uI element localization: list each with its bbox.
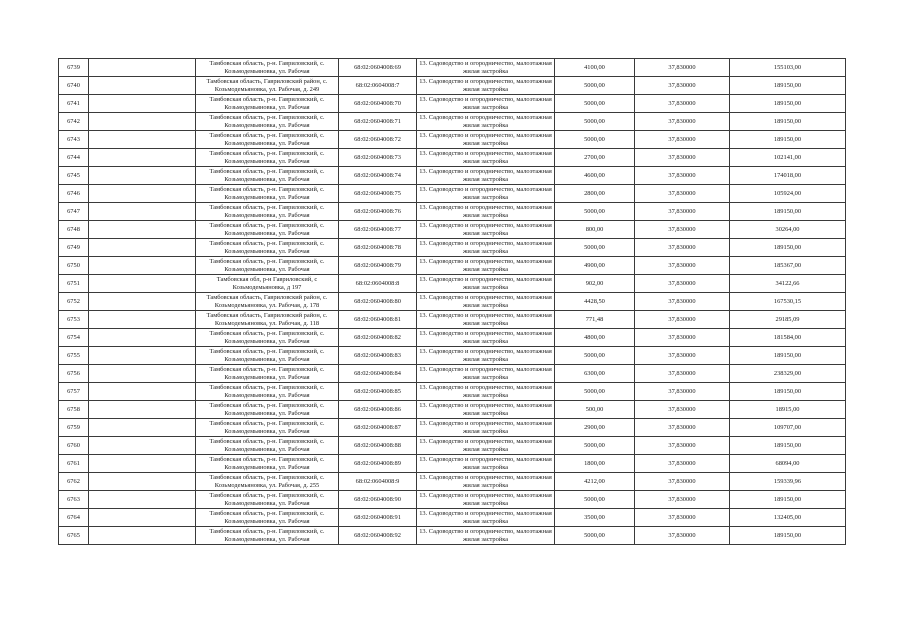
permitted-use-cell: 13. Садоводство и огородничество, малоэтажная жилая застройка [417,527,555,545]
row-number-cell: 6752 [59,293,89,311]
table-body [59,59,846,545]
cadastral-number-cell: 68:02:0604008:86 [339,401,417,419]
area-cell: 5000,00 [555,239,635,257]
specific-value-cell: 37,830000 [635,167,730,185]
specific-value-cell: 37,830000 [635,239,730,257]
row-number-cell: 6764 [59,509,89,527]
empty-cell [89,491,196,509]
cadastral-number-cell: 68:02:0604008:73 [339,149,417,167]
cadastral-value-cell: 155103,00 [730,59,846,77]
specific-value-cell: 37,830000 [635,185,730,203]
table-row [59,491,846,509]
cadastral-number-cell: 68:02:0604008:85 [339,383,417,401]
permitted-use-cell: 13. Садоводство и огородничество, малоэтажная жилая застройка [417,455,555,473]
row-number-cell: 6763 [59,491,89,509]
address-cell: Тамбовская область, р-н. Гавриловский, с. Козьмодемьяновка, ул. Рабочая [196,167,339,185]
cadastral-value-cell: 132405,00 [730,509,846,527]
cadastral-value-cell: 189150,00 [730,383,846,401]
area-cell: 902,00 [555,275,635,293]
table-row [59,221,846,239]
table-row [59,419,846,437]
address-cell: Тамбовская область, р-н. Гавриловский, с. Козьмодемьяновка, ул. Рабочая [196,239,339,257]
area-cell: 4428,50 [555,293,635,311]
address-cell: Тамбовская область, р-н. Гавриловский, с. Козьмодемьяновка, ул. Рабочая [196,491,339,509]
permitted-use-cell: 13. Садоводство и огородничество, малоэтажная жилая застройка [417,95,555,113]
cadastral-value-cell: 105924,00 [730,185,846,203]
cadastral-number-cell: 68:02:0604008:88 [339,437,417,455]
area-cell: 1800,00 [555,455,635,473]
address-cell: Тамбовская область, р-н. Гавриловский, с. Козьмодемьяновка, ул. Рабочая, д. 255 [196,473,339,491]
area-cell: 5000,00 [555,203,635,221]
permitted-use-cell: 13. Садоводство и огородничество, малоэтажная жилая застройка [417,59,555,77]
area-cell: 5000,00 [555,491,635,509]
address-cell: Тамбовская область, р-н. Гавриловский, с. Козьмодемьяновка, ул. Рабочая [196,437,339,455]
empty-cell [89,347,196,365]
address-cell: Тамбовская область, Гавриловский район, с. Козьмодемьяновка, ул. Рабочая, д. 118 [196,311,339,329]
cadastral-number-cell: 68:02:0604008:71 [339,113,417,131]
cadastral-value-cell: 167530,15 [730,293,846,311]
table-row [59,347,846,365]
empty-cell [89,203,196,221]
table-row [59,473,846,491]
address-cell: Тамбовская область, р-н. Гавриловский, с. Козьмодемьяновка, ул. Рабочая [196,221,339,239]
specific-value-cell: 37,830000 [635,509,730,527]
cadastral-number-cell: 68:02:0604008:91 [339,509,417,527]
permitted-use-cell: 13. Садоводство и огородничество, малоэтажная жилая застройка [417,221,555,239]
address-cell: Тамбовская область, р-н. Гавриловский, с. Козьмодемьяновка, ул. Рабочая [196,527,339,545]
row-number-cell: 6759 [59,419,89,437]
address-cell: Тамбовская область, р-н. Гавриловский, с. Козьмодемьяновка, ул. Рабочая [196,509,339,527]
table-row [59,311,846,329]
empty-cell [89,383,196,401]
specific-value-cell: 37,830000 [635,455,730,473]
area-cell: 2700,00 [555,149,635,167]
specific-value-cell: 37,830000 [635,383,730,401]
specific-value-cell: 37,830000 [635,473,730,491]
area-cell: 4900,00 [555,257,635,275]
cadastral-number-cell: 68:02:0604008:8 [339,275,417,293]
address-cell: Тамбовская область, Гавриловский район, с. Козьмодемьяновка, ул. Рабочая, д. 178 [196,293,339,311]
specific-value-cell: 37,830000 [635,203,730,221]
cadastral-value-cell: 189150,00 [730,527,846,545]
address-cell: Тамбовская область, р-н. Гавриловский, с. Козьмодемьяновка, ул. Рабочая [196,59,339,77]
area-cell: 5000,00 [555,77,635,95]
empty-cell [89,527,196,545]
table-row [59,113,846,131]
empty-cell [89,275,196,293]
area-cell: 6300,00 [555,365,635,383]
specific-value-cell: 37,830000 [635,77,730,95]
address-cell: Тамбовская область, р-н. Гавриловский, с. Козьмодемьяновка, ул. Рабочая [196,149,339,167]
cadastral-number-cell: 68:02:0604008:74 [339,167,417,185]
area-cell: 4100,00 [555,59,635,77]
permitted-use-cell: 13. Садоводство и огородничество, малоэтажная жилая застройка [417,113,555,131]
cadastral-value-cell: 189150,00 [730,95,846,113]
row-number-cell: 6761 [59,455,89,473]
address-cell: Тамбовская область, р-н. Гавриловский, с. Козьмодемьяновка, ул. Рабочая [196,131,339,149]
address-cell: Тамбовская обл, р-н Гавриловский, с Козьмодемьяновка, д 197 [196,275,339,293]
row-number-cell: 6739 [59,59,89,77]
empty-cell [89,185,196,203]
address-cell: Тамбовская область, р-н. Гавриловский, с. Козьмодемьяновка, ул. Рабочая [196,203,339,221]
permitted-use-cell: 13. Садоводство и огородничество, малоэтажная жилая застройка [417,365,555,383]
cadastral-value-cell: 29185,09 [730,311,846,329]
specific-value-cell: 37,830000 [635,329,730,347]
address-cell: Тамбовская область, р-н. Гавриловский, с. Козьмодемьяновка, ул. Рабочая [196,347,339,365]
specific-value-cell: 37,830000 [635,419,730,437]
area-cell: 5000,00 [555,113,635,131]
table-row [59,167,846,185]
cadastral-value-table [58,58,846,545]
row-number-cell: 6765 [59,527,89,545]
specific-value-cell: 37,830000 [635,401,730,419]
empty-cell [89,131,196,149]
address-cell: Тамбовская область, р-н. Гавриловский, с. Козьмодемьяновка, ул. Рабочая [196,185,339,203]
specific-value-cell: 37,830000 [635,257,730,275]
row-number-cell: 6754 [59,329,89,347]
permitted-use-cell: 13. Садоводство и огородничество, малоэтажная жилая застройка [417,77,555,95]
cadastral-number-cell: 68:02:0604008:78 [339,239,417,257]
address-cell: Тамбовская область, р-н. Гавриловский, с. Козьмодемьяновка, ул. Рабочая [196,419,339,437]
area-cell: 2900,00 [555,419,635,437]
specific-value-cell: 37,830000 [635,293,730,311]
empty-cell [89,257,196,275]
cadastral-value-cell: 189150,00 [730,203,846,221]
permitted-use-cell: 13. Садоводство и огородничество, малоэтажная жилая застройка [417,509,555,527]
empty-cell [89,455,196,473]
table-row [59,509,846,527]
empty-cell [89,311,196,329]
row-number-cell: 6756 [59,365,89,383]
address-cell: Тамбовская область, р-н. Гавриловский, с. Козьмодемьяновка, ул. Рабочая [196,401,339,419]
address-cell: Тамбовская область, р-н. Гавриловский, с. Козьмодемьяновка, ул. Рабочая [196,95,339,113]
table-row [59,401,846,419]
empty-cell [89,473,196,491]
area-cell: 4800,00 [555,329,635,347]
cadastral-value-cell: 185367,00 [730,257,846,275]
permitted-use-cell: 13. Садоводство и огородничество, малоэтажная жилая застройка [417,149,555,167]
permitted-use-cell: 13. Садоводство и огородничество, малоэтажная жилая застройка [417,185,555,203]
table-row [59,437,846,455]
permitted-use-cell: 13. Садоводство и огородничество, малоэтажная жилая застройка [417,239,555,257]
empty-cell [89,167,196,185]
address-cell: Тамбовская область, р-н. Гавриловский, с. Козьмодемьяновка, ул. Рабочая [196,257,339,275]
permitted-use-cell: 13. Садоводство и огородничество, малоэтажная жилая застройка [417,167,555,185]
address-cell: Тамбовская область, р-н. Гавриловский, с. Козьмодемьяновка, ул. Рабочая [196,365,339,383]
table-row [59,149,846,167]
cadastral-number-cell: 68:02:0604008:81 [339,311,417,329]
table-row [59,185,846,203]
cadastral-value-cell: 102141,00 [730,149,846,167]
table-row [59,59,846,77]
table-row [59,365,846,383]
cadastral-number-cell: 68:02:0604008:69 [339,59,417,77]
area-cell: 4212,00 [555,473,635,491]
specific-value-cell: 37,830000 [635,113,730,131]
row-number-cell: 6744 [59,149,89,167]
empty-cell [89,365,196,383]
table-row [59,257,846,275]
row-number-cell: 6751 [59,275,89,293]
row-number-cell: 6758 [59,401,89,419]
cadastral-number-cell: 68:02:0604008:89 [339,455,417,473]
specific-value-cell: 37,830000 [635,437,730,455]
area-cell: 800,00 [555,221,635,239]
row-number-cell: 6760 [59,437,89,455]
cadastral-number-cell: 68:02:0604008:9 [339,473,417,491]
row-number-cell: 6742 [59,113,89,131]
area-cell: 5000,00 [555,131,635,149]
specific-value-cell: 37,830000 [635,365,730,383]
row-number-cell: 6745 [59,167,89,185]
cadastral-value-cell: 189150,00 [730,131,846,149]
cadastral-number-cell: 68:02:0604008:83 [339,347,417,365]
cadastral-value-cell: 18915,00 [730,401,846,419]
cadastral-value-cell: 174018,00 [730,167,846,185]
empty-cell [89,293,196,311]
cadastral-number-cell: 68:02:0604008:87 [339,419,417,437]
specific-value-cell: 37,830000 [635,311,730,329]
permitted-use-cell: 13. Садоводство и огородничество, малоэтажная жилая застройка [417,293,555,311]
row-number-cell: 6755 [59,347,89,365]
empty-cell [89,59,196,77]
cadastral-value-cell: 189150,00 [730,437,846,455]
empty-cell [89,221,196,239]
permitted-use-cell: 13. Садоводство и огородничество, малоэтажная жилая застройка [417,311,555,329]
empty-cell [89,329,196,347]
cadastral-value-cell: 30264,00 [730,221,846,239]
cadastral-number-cell: 68:02:0604008:77 [339,221,417,239]
cadastral-number-cell: 68:02:0604008:79 [339,257,417,275]
table-row [59,239,846,257]
cadastral-number-cell: 68:02:0604008:7 [339,77,417,95]
row-number-cell: 6750 [59,257,89,275]
specific-value-cell: 37,830000 [635,275,730,293]
area-cell: 5000,00 [555,437,635,455]
row-number-cell: 6748 [59,221,89,239]
table-row [59,77,846,95]
permitted-use-cell: 13. Садоводство и огородничество, малоэтажная жилая застройка [417,419,555,437]
empty-cell [89,401,196,419]
empty-cell [89,509,196,527]
cadastral-value-cell: 109707,00 [730,419,846,437]
address-cell: Тамбовская область, р-н. Гавриловский, с. Козьмодемьяновка, ул. Рабочая [196,329,339,347]
cadastral-value-cell: 238329,00 [730,365,846,383]
table-row [59,383,846,401]
table-row [59,275,846,293]
cadastral-value-cell: 189150,00 [730,113,846,131]
area-cell: 5000,00 [555,95,635,113]
table-row [59,203,846,221]
specific-value-cell: 37,830000 [635,527,730,545]
area-cell: 5000,00 [555,347,635,365]
table-row [59,527,846,545]
empty-cell [89,239,196,257]
empty-cell [89,419,196,437]
cadastral-number-cell: 68:02:0604008:90 [339,491,417,509]
permitted-use-cell: 13. Садоводство и огородничество, малоэтажная жилая застройка [417,203,555,221]
area-cell: 4600,00 [555,167,635,185]
cadastral-number-cell: 68:02:0604008:75 [339,185,417,203]
permitted-use-cell: 13. Садоводство и огородничество, малоэтажная жилая застройка [417,275,555,293]
specific-value-cell: 37,830000 [635,221,730,239]
cadastral-value-cell: 181584,00 [730,329,846,347]
cadastral-number-cell: 68:02:0604008:70 [339,95,417,113]
cadastral-number-cell: 68:02:0604008:80 [339,293,417,311]
row-number-cell: 6740 [59,77,89,95]
row-number-cell: 6746 [59,185,89,203]
cadastral-number-cell: 68:02:0604008:92 [339,527,417,545]
row-number-cell: 6741 [59,95,89,113]
row-number-cell: 6757 [59,383,89,401]
row-number-cell: 6753 [59,311,89,329]
specific-value-cell: 37,830000 [635,59,730,77]
cadastral-value-cell: 68094,00 [730,455,846,473]
cadastral-value-cell: 159339,96 [730,473,846,491]
cadastral-value-cell: 189150,00 [730,347,846,365]
empty-cell [89,95,196,113]
row-number-cell: 6749 [59,239,89,257]
cadastral-number-cell: 68:02:0604008:84 [339,365,417,383]
permitted-use-cell: 13. Садоводство и огородничество, малоэтажная жилая застройка [417,329,555,347]
row-number-cell: 6762 [59,473,89,491]
row-number-cell: 6743 [59,131,89,149]
specific-value-cell: 37,830000 [635,131,730,149]
area-cell: 500,00 [555,401,635,419]
permitted-use-cell: 13. Садоводство и огородничество, малоэтажная жилая застройка [417,491,555,509]
table-row [59,455,846,473]
cadastral-number-cell: 68:02:0604008:82 [339,329,417,347]
permitted-use-cell: 13. Садоводство и огородничество, малоэтажная жилая застройка [417,257,555,275]
cadastral-value-cell: 34122,66 [730,275,846,293]
table-row [59,95,846,113]
cadastral-value-cell: 189150,00 [730,77,846,95]
permitted-use-cell: 13. Садоводство и огородничество, малоэтажная жилая застройка [417,401,555,419]
permitted-use-cell: 13. Садоводство и огородничество, малоэтажная жилая застройка [417,437,555,455]
area-cell: 3500,00 [555,509,635,527]
empty-cell [89,149,196,167]
row-number-cell: 6747 [59,203,89,221]
table-row [59,329,846,347]
empty-cell [89,113,196,131]
address-cell: Тамбовская область, Гавриловский район, с. Козьмодемьяновка, ул. Рабочая, д. 249 [196,77,339,95]
cadastral-value-cell: 189150,00 [730,239,846,257]
specific-value-cell: 37,830000 [635,149,730,167]
specific-value-cell: 37,830000 [635,491,730,509]
empty-cell [89,437,196,455]
area-cell: 5000,00 [555,527,635,545]
table-row [59,131,846,149]
cadastral-value-cell: 189150,00 [730,491,846,509]
address-cell: Тамбовская область, р-н. Гавриловский, с. Козьмодемьяновка, ул. Рабочая [196,455,339,473]
permitted-use-cell: 13. Садоводство и огородничество, малоэтажная жилая застройка [417,131,555,149]
permitted-use-cell: 13. Садоводство и огородничество, малоэтажная жилая застройка [417,347,555,365]
cadastral-number-cell: 68:02:0604008:72 [339,131,417,149]
address-cell: Тамбовская область, р-н. Гавриловский, с. Козьмодемьяновка, ул. Рабочая [196,113,339,131]
cadastral-number-cell: 68:02:0604008:76 [339,203,417,221]
specific-value-cell: 37,830000 [635,95,730,113]
area-cell: 2800,00 [555,185,635,203]
permitted-use-cell: 13. Садоводство и огородничество, малоэтажная жилая застройка [417,383,555,401]
area-cell: 5000,00 [555,383,635,401]
table-row [59,293,846,311]
empty-cell [89,77,196,95]
area-cell: 771,48 [555,311,635,329]
specific-value-cell: 37,830000 [635,347,730,365]
permitted-use-cell: 13. Садоводство и огородничество, малоэтажная жилая застройка [417,473,555,491]
address-cell: Тамбовская область, р-н. Гавриловский, с. Козьмодемьяновка, ул. Рабочая [196,383,339,401]
